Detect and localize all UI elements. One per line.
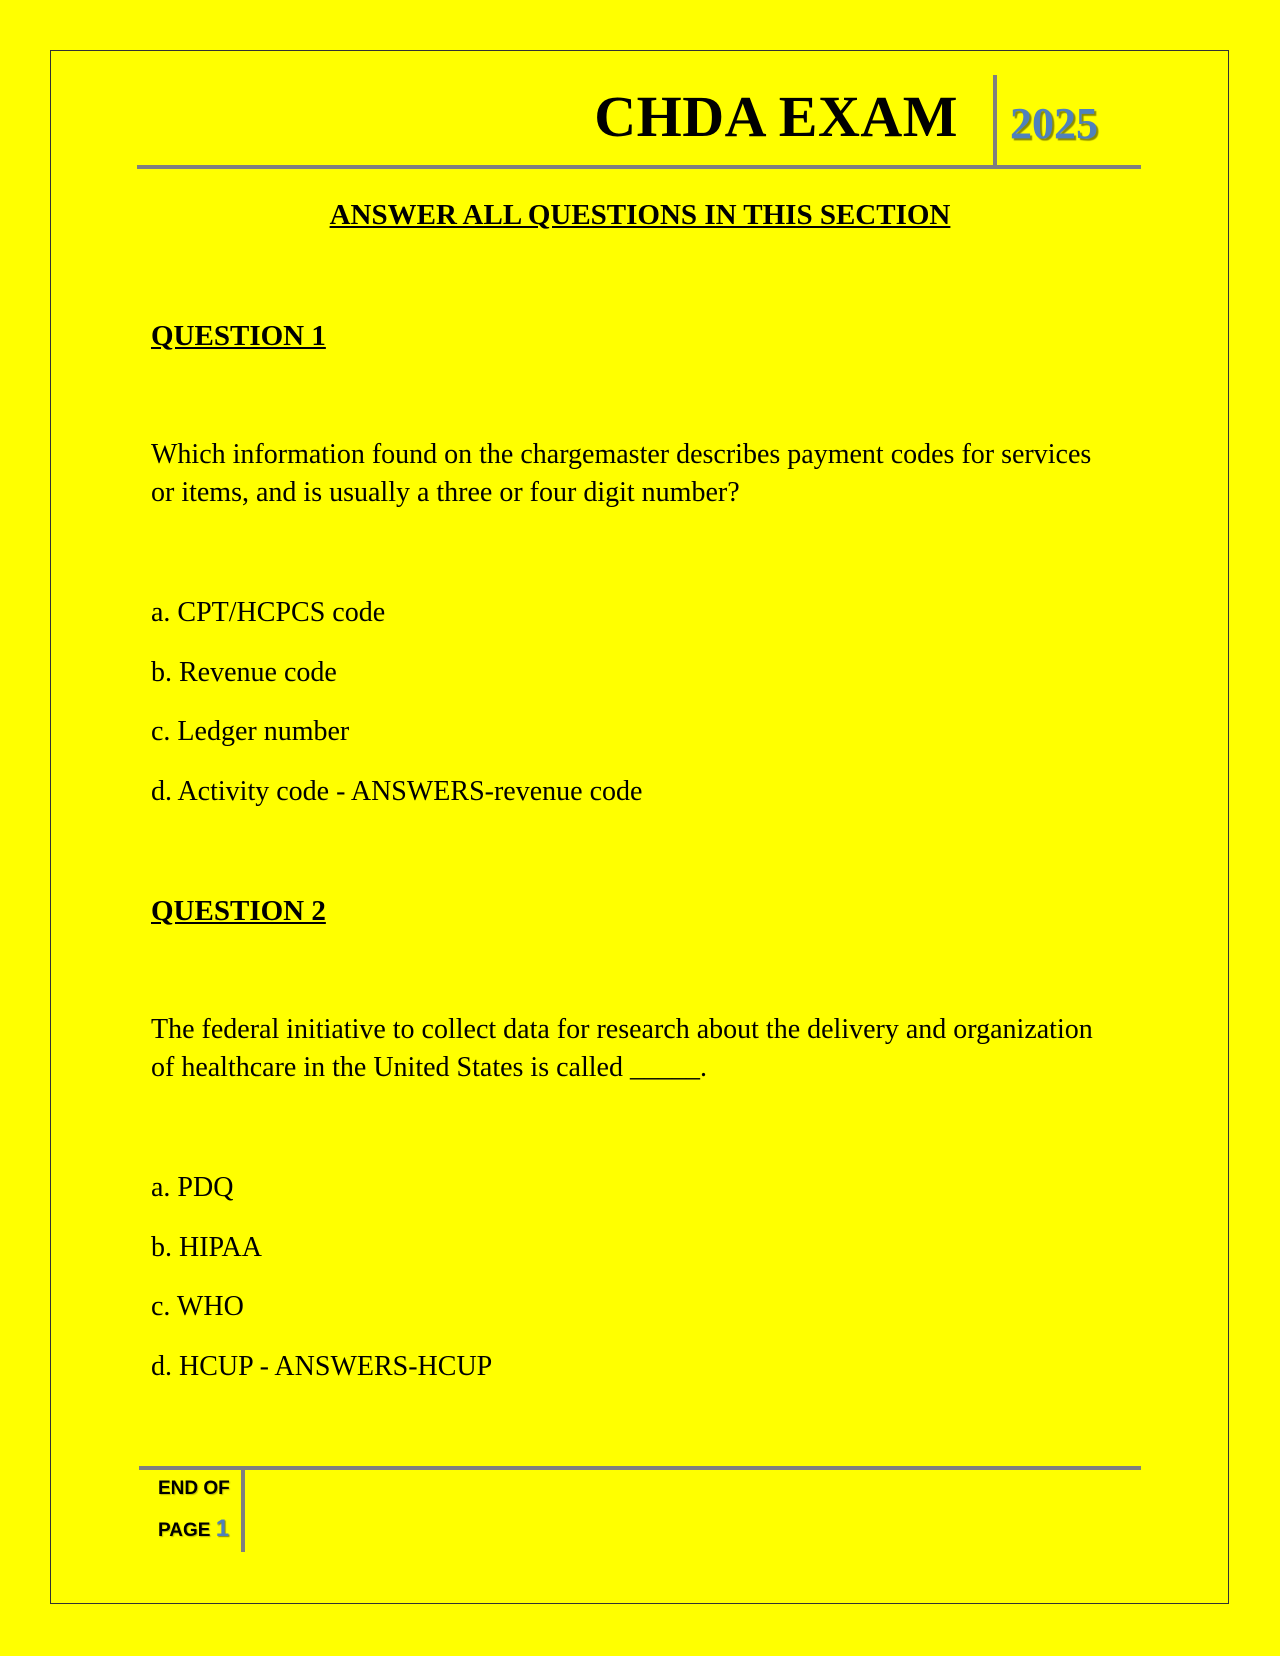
question-2-option-d: d. HCUP - ANSWERS-HCUP: [151, 1351, 493, 1382]
question-1-heading: QUESTION 1: [151, 320, 326, 352]
section-title: ANSWER ALL QUESTIONS IN THIS SECTION: [329, 199, 951, 231]
question-2-text: The federal initiative to collect data for research about the delivery and organization of healthcare in the United States is called _____.: [151, 1014, 1093, 1083]
question-2-option-c: c. WHO: [151, 1291, 244, 1322]
question-1-option-a: a. CPT/HCPCS code: [151, 597, 386, 628]
page-number: 1: [215, 1515, 230, 1542]
question-2-option-b: b. HIPAA: [151, 1232, 262, 1263]
question-1-text: Which information found on the chargemaster describes payment codes for services or items, and is usually a three or four digit number?: [151, 439, 1092, 508]
footer-rule: [139, 1466, 1141, 1470]
question-1-option-b: b. Revenue code: [151, 657, 337, 688]
header-rule: [137, 165, 1141, 169]
question-2-option-a: a. PDQ: [151, 1172, 234, 1203]
question-2-heading: QUESTION 2: [151, 895, 326, 927]
question-1-option-d: d. Activity code - ANSWERS-revenue code: [151, 776, 643, 807]
question-1-option-c: c. Ledger number: [151, 716, 350, 747]
exam-title: CHDA EXAM: [594, 84, 958, 149]
footer-page: [158, 1516, 229, 1544]
header-divider: [993, 75, 997, 167]
footer-end-of: END OF: [158, 1478, 230, 1499]
footer-divider: [241, 1470, 245, 1552]
exam-year: 2025: [1010, 99, 1098, 148]
footer-page-label: PAGE: [158, 1520, 211, 1541]
